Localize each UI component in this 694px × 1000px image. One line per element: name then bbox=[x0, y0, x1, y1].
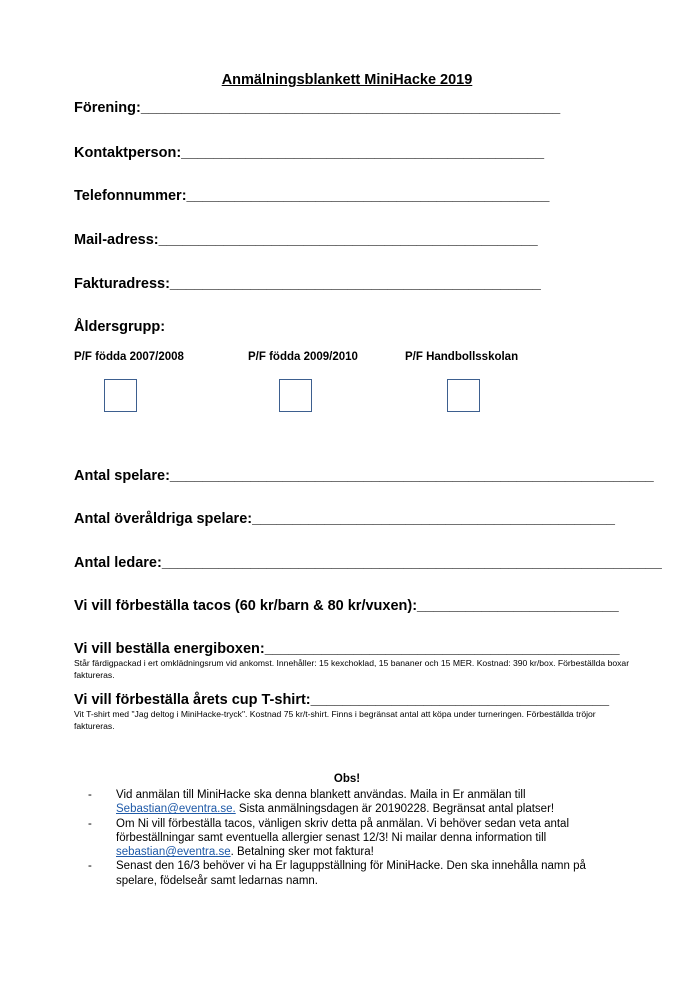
obs-item-2-text bbox=[116, 817, 628, 860]
tacos-order-field[interactable]: Vi vill förbeställa tacos (60 kr/barn & 80 kr/vuxen):_________________________ bbox=[74, 598, 619, 614]
aldersgrupp-heading: Åldersgrupp: bbox=[74, 319, 166, 335]
antal-overaldriga-field[interactable]: Antal överåldriga spelare:_____________________________________________ bbox=[74, 511, 615, 527]
obs-item-2-text-a: Om Ni vill förbeställa tacos, vänligen skriv detta på anmälan. Vi behöver sedan veta antal förbeställningar samt eventuella allergier senast 12/3! Ni mailar denna information till bbox=[116, 817, 570, 844]
kontaktperson-field[interactable]: Kontaktperson:_____________________________________________ bbox=[74, 145, 545, 161]
telefonnummer-field[interactable]: Telefonnummer:_____________________________________________ bbox=[74, 188, 550, 204]
obs-item-2 bbox=[88, 817, 628, 860]
obs-item-1-text-a: Vid anmälan till MiniHacke ska denna blankett användas. Maila in Er anmälan till bbox=[116, 789, 526, 801]
tshirt-order-field[interactable]: Vi vill förbeställa årets cup T-shirt:_____________________________________ bbox=[74, 692, 610, 708]
list-dash: - bbox=[88, 817, 92, 830]
list-dash: - bbox=[88, 789, 92, 801]
form-title: Anmälningsblankett MiniHacke 2019 bbox=[221, 72, 473, 88]
age-option-2007-2008-label: P/F födda 2007/2008 bbox=[74, 351, 184, 363]
obs-item-2-text-b: . Betalning sker mot faktura! bbox=[230, 846, 374, 859]
antal-ledare-field[interactable]: Antal ledare:______________________________________________________________ bbox=[74, 555, 662, 571]
obs-item-1 bbox=[88, 788, 628, 817]
obs-item-3 bbox=[88, 859, 628, 888]
age-2009-2010-checkbox[interactable] bbox=[279, 379, 312, 412]
obs-item-1-text bbox=[116, 788, 628, 817]
fakturadress-field[interactable]: Fakturadress:______________________________________________ bbox=[74, 276, 541, 292]
obs-list bbox=[88, 788, 628, 888]
antal-spelare-field[interactable]: Antal spelare:____________________________________________________________ bbox=[74, 468, 654, 484]
list-dash: - bbox=[88, 860, 92, 873]
age-option-2009-2010-label: P/F födda 2009/2010 bbox=[248, 351, 358, 363]
mailadress-field[interactable]: Mail-adress:_______________________________________________ bbox=[74, 232, 538, 248]
obs-item-1-text-b: Sista anmälningsdagen är 20190228. Begränsat antal platser! bbox=[235, 803, 555, 816]
energiboxen-order-field[interactable]: Vi vill beställa energiboxen:____________________________________________ bbox=[74, 641, 620, 657]
obs-item-3-text: Senast den 16/3 behöver vi ha Er laguppställning för MiniHacke. Den ska innehålla namn på spelare, födelseår samt ledarnas namn. bbox=[116, 860, 586, 887]
tshirt-note: Vit T-shirt med "Jag deltog i MiniHacke-tryck". Kostnad 75 kr/t-shirt. Finns i begränsat antal att köpa under turneringen. Förbeställda tröjor faktureras. bbox=[74, 709, 596, 731]
age-2007-2008-checkbox[interactable] bbox=[104, 379, 137, 412]
forening-field[interactable]: Förening:____________________________________________________ bbox=[74, 100, 561, 116]
age-handbollsskolan-checkbox[interactable] bbox=[447, 379, 480, 412]
energiboxen-note: Står färdigpackad i ert omklädningsrum vid ankomst. Innehåller: 15 kexchoklad, 15 bananer och 15 MER. Kostnad: 390 kr/box. Förbeställda boxar faktureras. bbox=[74, 658, 630, 680]
email-link-sebastian-2[interactable]: sebastian@eventra.se bbox=[116, 846, 231, 859]
age-option-handbollsskolan-label: P/F Handbollsskolan bbox=[405, 351, 519, 363]
email-link-sebastian-1[interactable]: Sebastian@eventra.se. bbox=[116, 803, 236, 816]
obs-heading: Obs! bbox=[333, 773, 361, 785]
